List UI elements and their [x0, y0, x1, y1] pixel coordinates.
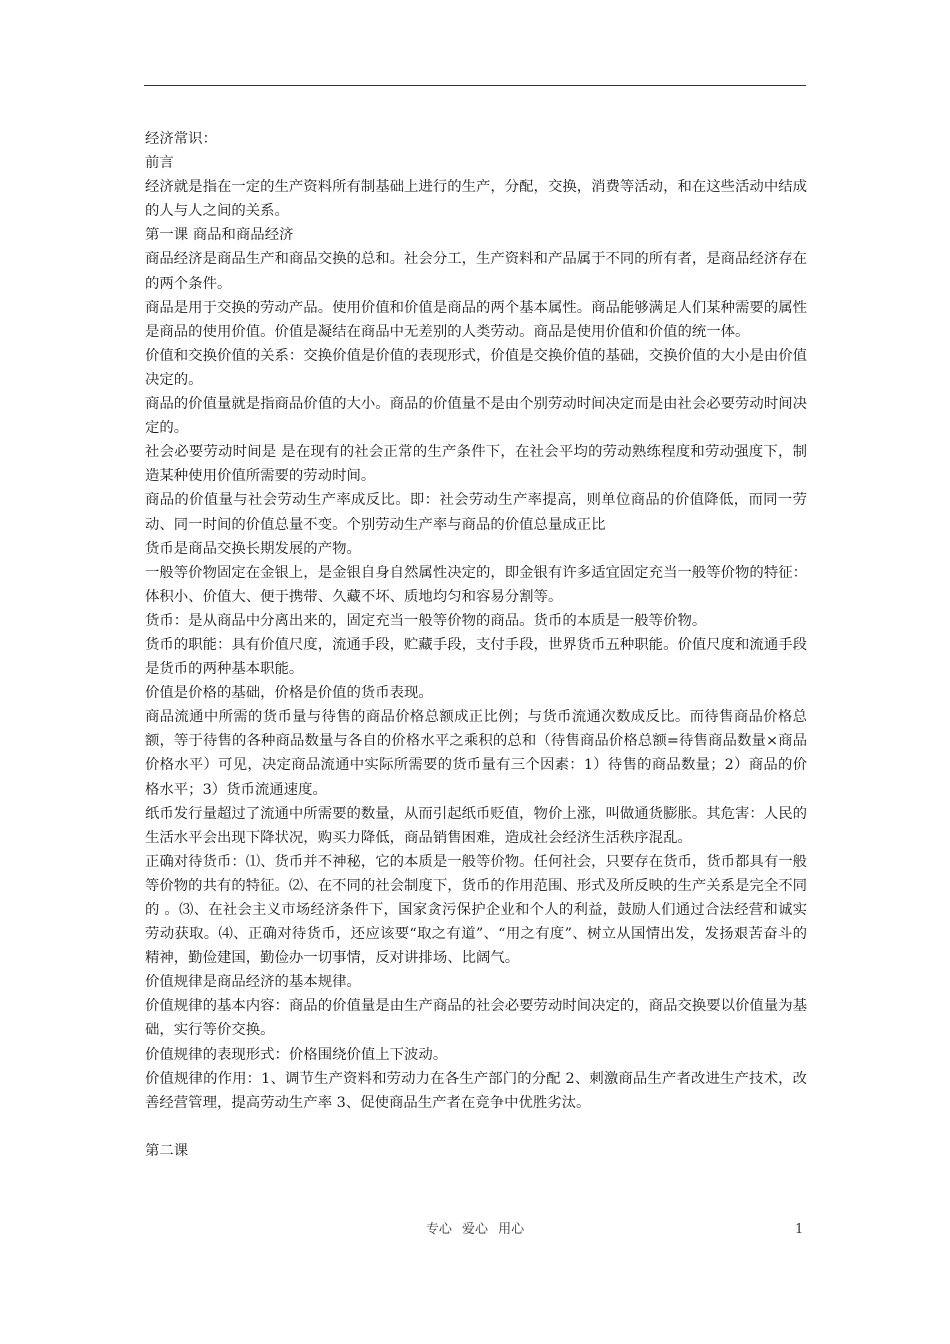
paragraph: 价值是价格的基础，价格是价值的货币表现。 [145, 685, 433, 702]
paragraph: 价值规律是商品经济的基本规律。 [145, 974, 361, 991]
paragraph: 正确对待货币：⑴、货币并不神秘，它的本质是一般等价物。任何社会，只要存在货币，货币都具有一般等价物的共有的特征。⑵、在不同的社会制度下，货币的作用范围、形式及所反映的生产关系是完全不同的 。⑶、在社会主义市场经济条件下，国家贪污保护企业和个人的利益，鼓励人们通过合法经营和诚实劳动获取。⑷、正确对待货币，还应该要“取之有道”、“用之有度”、树立从国情出发，发扬艰苦奋斗的精神，勤俭建国，勤俭办一切事情，反对讲排场、比阔气。 [145, 853, 807, 967]
header-rule [144, 85, 806, 86]
paragraph: 商品流通中所需的货币量与待售的商品价格总额成正比例；与货币流通次数成反比。而待售商品价格总额，等于待售的各种商品数量与各自的价格水平之乘积的总和（待售商品价格总额=待售商品数量×商品价格水平）可见，决定商品流通中实际所需要的货币量有三个因素：1）待售的商品数量；2）商品的价格水平；3）货币流通速度。 [145, 709, 807, 798]
paragraph: 商品的价值量与社会劳动生产率成反比。即：社会劳动生产率提高，则单位商品的价值降低，而同一劳动、同一时间的价值总量不变。个别劳动生产率与商品的价值总量成正比 [145, 492, 807, 533]
paragraph: 社会必要劳动时间是 是在现有的社会正常的生产条件下，在社会平均的劳动熟练程度和劳动强度下，制造某种使用价值所需要的劳动时间。 [145, 444, 807, 485]
paragraph: 货币的职能：具有价值尺度，流通手段，贮藏手段，支付手段，世界货币五种职能。价值尺度和流通手段是货币的两种基本职能。 [145, 636, 807, 678]
paragraph: 价值规律的表现形式：价格围绕价值上下波动。 [145, 1046, 448, 1063]
lesson-heading: 第一课 商品和商品经济 [145, 227, 294, 244]
paragraph: 纸币发行量超过了流通中所需要的数量，从而引起纸币贬值，物价上涨，叫做通货膨胀。其危害：人民的生活水平会出现下降状况，购买力降低，商品销售困难，造成社会经济生活秩序混乱。 [145, 805, 807, 846]
paragraph: 一般等价物固定在金银上，是金银自身自然属性决定的，即金银有许多适宜固定充当一般等价物的特征：体积小、价值大、便于携带、久藏不坏、质地均匀和容易分割等。 [145, 564, 807, 605]
paragraph: 价值规律的基本内容：商品的价值量是由生产商品的社会必要劳动时间决定的，商品交换要以价值量为基础，实行等价交换。 [145, 998, 807, 1039]
paragraph: 货币：是从商品中分离出来的，固定充当一般等价物的商品。货币的本质是一般等价物。 [145, 612, 707, 629]
next-lesson-heading: 第二课 [145, 1142, 189, 1159]
preface-heading: 前言 [145, 155, 174, 172]
document-body [145, 127, 807, 1163]
paragraph: 商品是用于交换的劳动产品。使用价值和价值是商品的两个基本属性。商品能够满足人们某种需要的属性是商品的使用价值。价值是凝结在商品中无差别的人类劳动。商品是使用价值和价值的统一体。 [145, 299, 807, 340]
page-number: 1 [795, 1222, 804, 1237]
paragraph: 价值和交换价值的关系：交换价值是价值的表现形式，价值是交换价值的基础，交换价值的大小是由价值决定的。 [145, 347, 807, 388]
doc-subject-title: 经济常识： [145, 131, 217, 147]
paragraph: 经济就是指在一定的生产资料所有制基础上进行的生产，分配，交换，消费等活动，和在这些活动中结成的人与人之间的关系。 [145, 179, 807, 220]
footer-motto: 专心 爱心 用心 [425, 1222, 525, 1237]
paragraph: 价值规律的作用：1、调节生产资料和劳动力在各生产部门的分配 2、刺激商品生产者改进生产技术，改善经营管理，提高劳动生产率 3、促使商品生产者在竞争中优胜劣汰。 [145, 1070, 807, 1111]
paragraph: 商品经济是商品生产和商品交换的总和。社会分工，生产资料和产品属于不同的所有者，是商品经济存在的两个条件。 [145, 251, 807, 292]
paragraph: 货币是商品交换长期发展的产物。 [145, 540, 361, 557]
paragraph: 商品的价值量就是指商品价值的大小。商品的价值量不是由个别劳动时间决定而是由社会必要劳动时间决定的。 [145, 396, 807, 437]
